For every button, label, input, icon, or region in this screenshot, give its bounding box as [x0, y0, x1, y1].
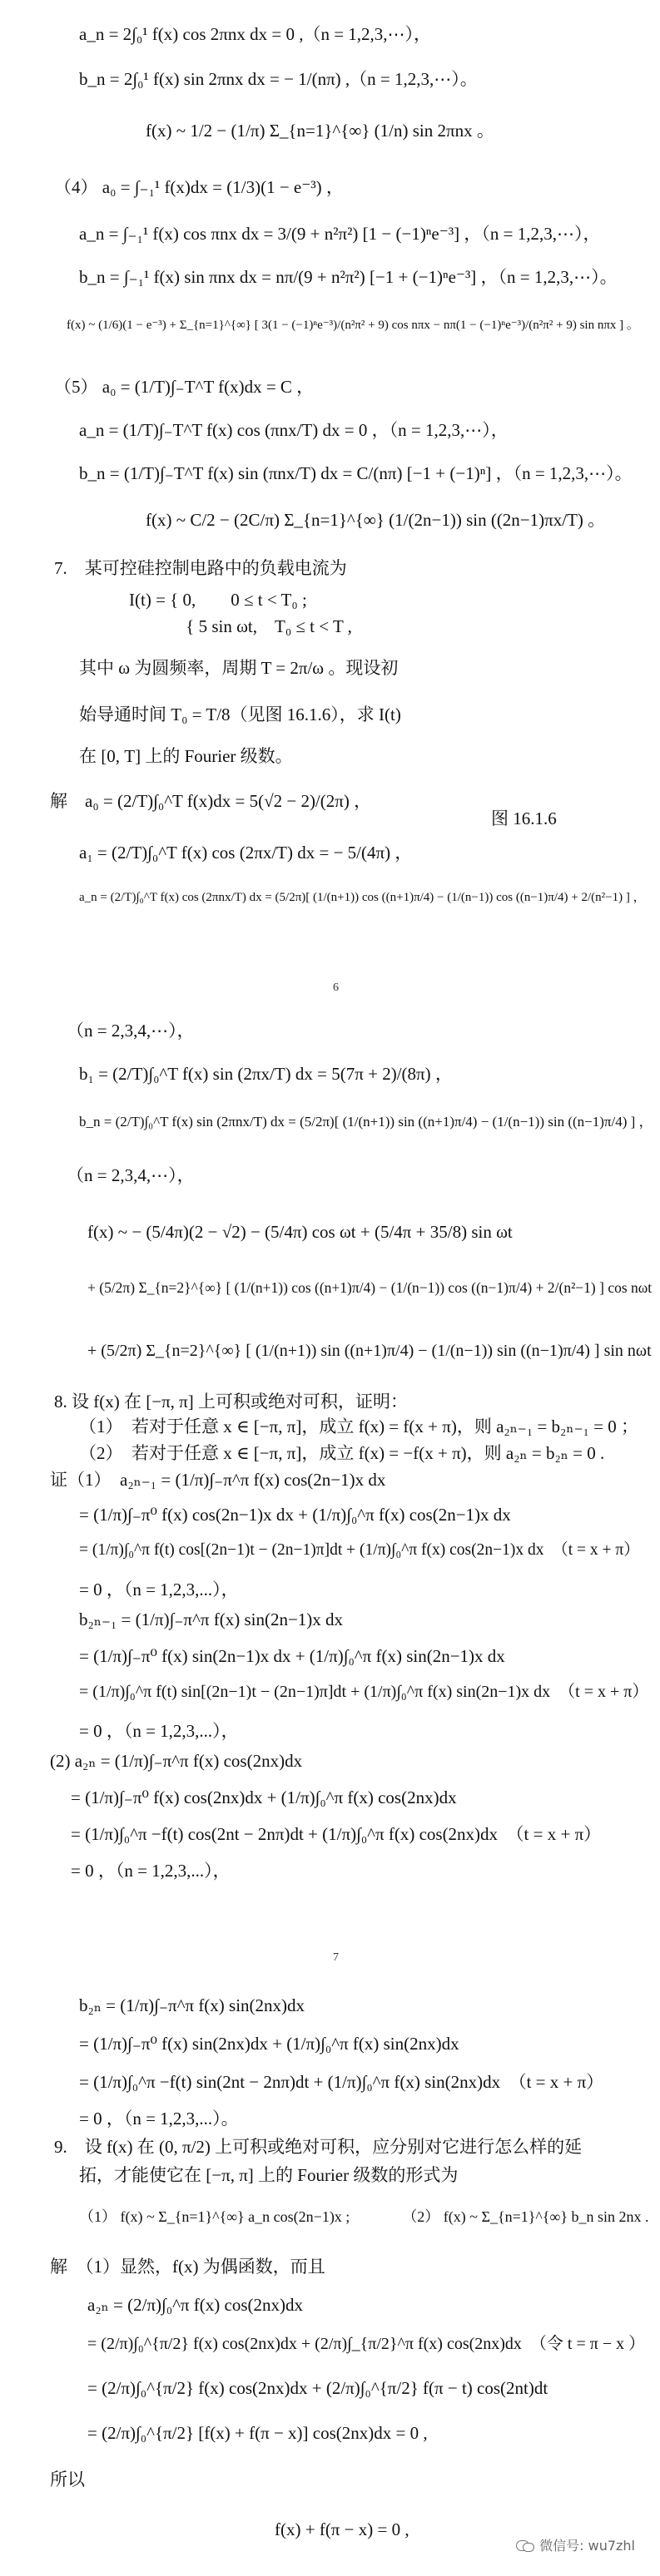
text-line: = (1/π)∫₋π⁰ f(x) cos(2n−1)x dx + (1/π)∫₀^π f(x) cos(2n−1)x dx [79, 1505, 511, 1525]
text-line: 解 a₀ = (2/T)∫₀^T f(x)dx = 5(√2 − 2)/(2π) ， [50, 791, 372, 811]
text-line: b_n = ∫₋₁¹ f(x) sin πnx dx = nπ/(9 + n²π²) [−1 + (−1)ⁿe⁻³] ，（n = 1,2,3,⋯）。 [79, 267, 618, 287]
text-line: 拓，才能使它在 [−π, π] 上的 Fourier 级数的形式为 [79, 2165, 459, 2185]
text-line: 解 （1）显然，f(x) 为偶函数，而且 [50, 2257, 325, 2277]
text-line: a₁ = (2/T)∫₀^T f(x) cos (2πx/T) dx = − 5/(4π) ， [79, 843, 413, 863]
text-line: 9. 设 f(x) 在 (0, π/2) 上可积或绝对可积，应分别对它进行怎么样的延 [54, 2137, 583, 2157]
text-line: = (1/π)∫₀^π −f(t) sin(2nt − 2nπ)dt + (1/π)∫₀^π f(x) sin(2nx)dx （t = x + π） [79, 2072, 604, 2092]
text-line: f(x) + f(π − x) = 0 , [275, 2519, 409, 2539]
text-line: = (2/π)∫₀^{π/2} [f(x) + f(π − x)] cos(2nx)dx = 0 , [87, 2423, 428, 2443]
text-line: = (1/π)∫₋π⁰ f(x) sin(2nx)dx + (1/π)∫₀^π f(x) sin(2nx)dx [79, 2034, 459, 2054]
text-line: = (1/π)∫₀^π f(t) cos[(2n−1)t − (2n−1)π]dt + (1/π)∫₀^π f(x) cos(2n−1)x dx （t = x + π） [79, 1541, 640, 1559]
text-line: 所以 [50, 2470, 85, 2489]
wechat-icon [516, 2539, 534, 2552]
text-line: = 0 ，（n = 1,2,3,...）， [79, 1721, 239, 1741]
text-line: = 0 ，（n = 1,2,3,...）。 [79, 2109, 239, 2129]
text-line: + (5/2π) Σ_{n=2}^{∞} [ (1/(n+1)) cos ((n+1)π/4) − (1/(n−1)) cos ((n−1)π/4) + 2/(n²−1) ] cos nωt [87, 1279, 653, 1296]
text-line: b_n = (1/T)∫₋T^T f(x) sin (πnx/T) dx = C/(nπ) [−1 + (−1)ⁿ] ，（n = 1,2,3,⋯）。 [79, 463, 633, 483]
text-line: (2) a₂ₙ = (1/π)∫₋π^π f(x) cos(2nx)dx [50, 1751, 303, 1771]
text-line: （1） f(x) ~ Σ_{n=1}^{∞} a_n cos(2n−1)x ; （2） f(x) ~ Σ_{n=1}^{∞} b_n sin 2nx . [79, 2208, 649, 2225]
text-line: b_n = (2/T)∫₀^T f(x) sin (2πnx/T) dx = (5/2π)[ (1/(n+1)) sin ((n+1)π/4) − (1/(n−1)) sin ((n−1)π/4) ] ， [79, 1114, 653, 1130]
text-line: b₂ₙ₋₁ = (1/π)∫₋π^π f(x) sin(2n−1)x dx [79, 1609, 344, 1629]
text-line: （4） a₀ = ∫₋₁¹ f(x)dx = (1/3)(1 − e⁻³) ， [54, 177, 344, 197]
text-line: 其中 ω 为圆频率，周期 T = 2π/ω 。现设初 [79, 658, 399, 678]
page-number-7: 7 [333, 1951, 339, 1964]
text-line: a_n = (2/T)∫₀^T f(x) cos (2πnx/T) dx = (5/2π)[ (1/(n+1)) cos ((n+1)π/4) − (1/(n−1)) cos ((n−1)π/4) + 2/(n²−1) ] ， [79, 891, 646, 904]
text-line: = (2/π)∫₀^{π/2} f(x) cos(2nx)dx + (2/π)∫₀^{π/2} f(π − t) cos(2nt)dt [87, 2378, 548, 2398]
text-line: { 5 sin ωt, T₀ ≤ t < T , [129, 616, 352, 636]
watermark-text: 微信号: wu7zhl [539, 2538, 635, 2554]
text-line: I(t) = { 0, 0 ≤ t < T₀ ; [129, 590, 307, 610]
text-line: b₁ = (2/T)∫₀^T f(x) sin (2πx/T) dx = 5(7π + 2)/(8π) ， [79, 1064, 453, 1084]
text-line: f(x) ~ − (5/4π)(2 − √2) − (5/4π) cos ωt + (5/4π + 35/8) sin ωt [87, 1222, 513, 1242]
text-line: a_n = 2∫₀¹ f(x) cos 2πnx dx = 0 ,（n = 1,2,3,⋯）， [79, 24, 432, 44]
text-line: a₂ₙ = (2/π)∫₀^π f(x) cos(2nx)dx [87, 2295, 303, 2315]
text-line: f(x) ~ 1/2 − (1/π) Σ_{n=1}^{∞} (1/n) sin 2πnx 。 [146, 121, 494, 141]
text-line: a_n = (1/T)∫₋T^T f(x) cos (πnx/T) dx = 0 ，（n = 1,2,3,⋯）， [79, 420, 509, 440]
text-line: a_n = ∫₋₁¹ f(x) cos πnx dx = 3/(9 + n²π²) [1 − (−1)ⁿe⁻³] ，（n = 1,2,3,⋯）， [79, 224, 601, 244]
text-line: （5） a₀ = (1/T)∫₋T^T f(x)dx = C ， [54, 377, 315, 397]
text-line: （n = 2,3,4,⋯）， [67, 1021, 195, 1041]
text-line: （n = 2,3,4,⋯）， [67, 1165, 195, 1185]
page-number-6: 6 [333, 981, 339, 994]
text-line: = (1/π)∫₀^π −f(t) cos(2nt − 2nπ)dt + (1/π)∫₀^π f(x) cos(2nx)dx （t = x + π） [71, 1824, 602, 1844]
text-line: = (1/π)∫₋π⁰ f(x) sin(2n−1)x dx + (1/π)∫₀^π f(x) sin(2n−1)x dx [79, 1646, 505, 1666]
text-line: + (5/2π) Σ_{n=2}^{∞} [ (1/(n+1)) sin ((n+1)π/4) − (1/(n−1)) sin ((n−1)π/4) ] sin nωt [87, 1342, 652, 1360]
text-line: 在 [0, T] 上的 Fourier 级数。 [79, 746, 293, 766]
figure-caption: 图 16.1.6 [491, 808, 557, 828]
text-line: 7. 某可控硅控制电路中的负载电流为 [54, 558, 347, 578]
text-line: f(x) ~ (1/6)(1 − e⁻³) + Σ_{n=1}^{∞} [ 3(1 − (−1)ⁿe⁻³)/(n²π² + 9) cos nπx − nπ(1 − (−1)ⁿe⁻³)/(n²π² + 9) sin nπx ] 。 [67, 319, 639, 332]
watermark [516, 2535, 635, 2554]
text-line: = (2/π)∫₀^{π/2} f(x) cos(2nx)dx + (2/π)∫_{π/2}^π f(x) cos(2nx)dx （令 t = π − x ） [87, 2335, 646, 2353]
text-line: （1） 若对于任意 x ∈ [−π, π]，成立 f(x) = f(x + π)，则 a₂ₙ₋₁ = b₂ₙ₋₁ = 0 ； [79, 1417, 638, 1436]
text-line: = 0 ，（n = 1,2,3,...）， [79, 1580, 239, 1599]
text-line: 始导通时间 T₀ = T/8（见图 16.1.6），求 I(t) [79, 705, 401, 724]
text-line: （2） 若对于任意 x ∈ [−π, π]，成立 f(x) = −f(x + π)，则 a₂ₙ = b₂ₙ = 0 . [79, 1443, 605, 1463]
text-line: f(x) ~ C/2 − (2C/π) Σ_{n=1}^{∞} (1/(2n−1)) sin ((2n−1)πx/T) 。 [146, 510, 606, 530]
text-line: = (1/π)∫₋π⁰ f(x) cos(2nx)dx + (1/π)∫₀^π f(x) cos(2nx)dx [71, 1787, 457, 1807]
text-line: 证（1） a₂ₙ₋₁ = (1/π)∫₋π^π f(x) cos(2n−1)x dx [50, 1470, 386, 1490]
text-line: 8. 设 f(x) 在 [−π, π] 上可积或绝对可积，证明： [54, 1392, 409, 1412]
text-line: b₂ₙ = (1/π)∫₋π^π f(x) sin(2nx)dx [79, 1995, 305, 2015]
text-line: = (1/π)∫₀^π f(t) sin[(2n−1)t − (2n−1)π]dt + (1/π)∫₀^π f(x) sin(2n−1)x dx （t = x + π） [79, 1683, 649, 1701]
text-line: b_n = 2∫₀¹ f(x) sin 2πnx dx = − 1/(nπ) ,（n = 1,2,3,⋯）。 [79, 69, 478, 89]
text-line: = 0 ，（n = 1,2,3,...）， [71, 1861, 231, 1881]
